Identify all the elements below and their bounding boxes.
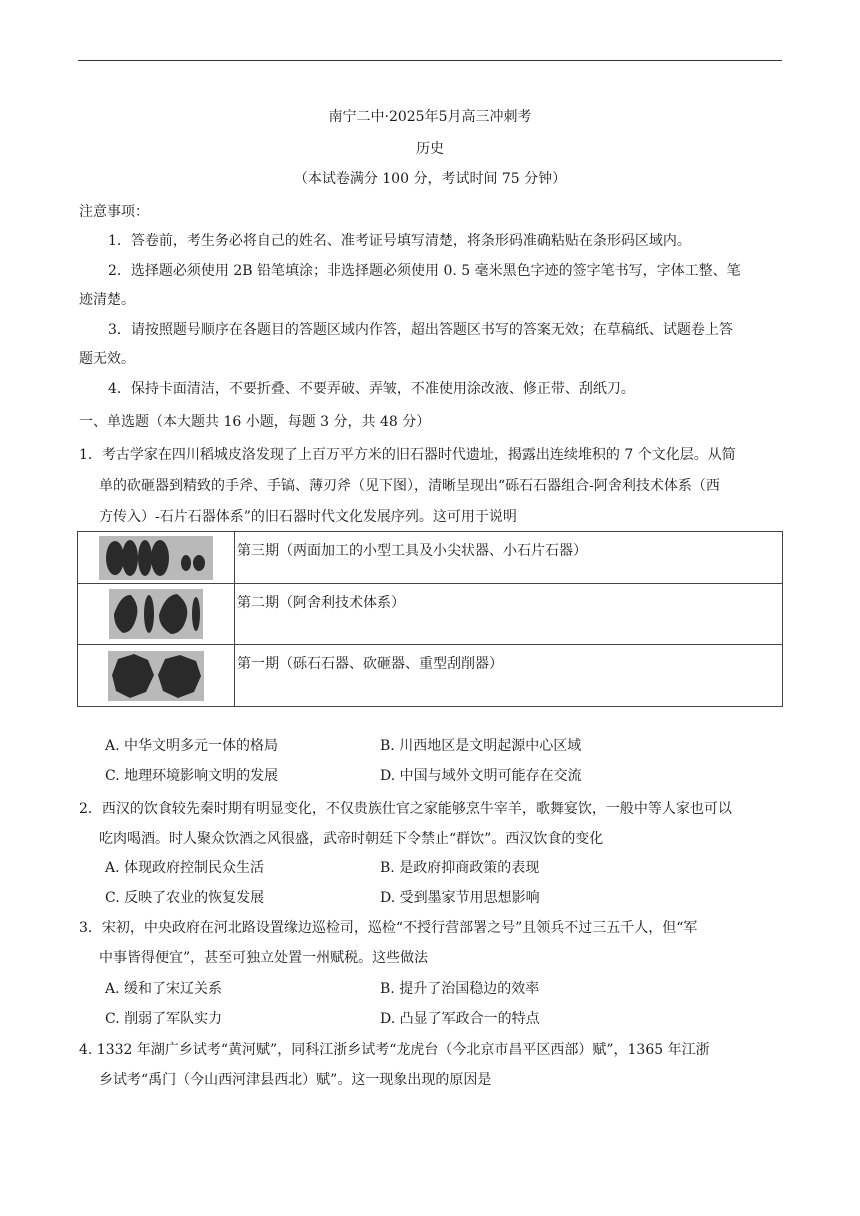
exam-note: （本试卷满分 100 分，考试时间 75 分钟） [293, 171, 567, 187]
q1-line-1: 1．考古学家在四川稻城皮洛发现了上百万平方米的旧石器时代遗址，揭露出连续堆积的 7 个文化层。从简 [79, 447, 736, 463]
header-rule [78, 60, 782, 61]
notice-item-3: 3．请按照题号顺序在各题目的答题区域内作答，超出答题区书写的答案无效；在草稿纸、试题卷上答 [108, 322, 733, 338]
notice-item-2-cont: 迹清楚。 [79, 292, 135, 308]
q4-line-1: 4. 1332 年湖广乡试考“黄河赋”，同科江浙乡试考“龙虎台（今北京市昌平区西部）赋”，1365 年江浙 [79, 1042, 710, 1058]
section-heading: 一、单选题（本大题共 16 小题，每题 3 分，共 48 分） [79, 414, 431, 430]
table-row [78, 584, 783, 645]
q1-line-2: 单的砍砸器到精致的手斧、手镐、薄刃斧（见下图），清晰呈现出“砾石石器组合-阿舍利技术体系（西 [99, 478, 720, 494]
artifact-image-phase-3 [78, 532, 235, 584]
phase-3-label: 第三期（两面加工的小型工具及小尖状器、小石片石器） [235, 532, 783, 584]
phase-2-label: 第二期（阿舍利技术体系） [235, 584, 783, 645]
artifact-image-phase-2 [78, 584, 235, 645]
q1-option-b[interactable]: B. 川西地区是文明起源中心区域 [380, 738, 582, 754]
q2-line-1: 2．西汉的饮食较先秦时期有明显变化，不仅贵族仕官之家能够烹牛宰羊，歌舞宴饮，一般中等人家也可以 [79, 801, 732, 817]
q1-option-d[interactable]: D. 中国与域外文明可能存在交流 [380, 768, 582, 784]
notice-item-2: 2．选择题必须使用 2B 铅笔填涂；非选择题必须使用 0. 5 毫米黑色字迹的签字笔书写，字体工整、笔 [108, 263, 741, 279]
q2-option-b[interactable]: B. 是政府抑商政策的表现 [380, 860, 540, 876]
q3-line-1: 3．宋初，中央政府在河北路设置缘边巡检司，巡检“不授行营部署之号”且领兵不过三五千人，但“军 [79, 920, 698, 936]
exam-title: 南宁二中·2025年5月高三冲刺考 [328, 109, 532, 125]
q2-option-a[interactable]: A. 体现政府控制民众生活 [105, 860, 265, 876]
table-row [78, 532, 783, 584]
q1-line-3: 方传入）-石片石器体系”的旧石器时代文化发展序列。这可用于说明 [99, 509, 517, 525]
stone-tools-image [99, 536, 213, 580]
stone-tools-image [109, 589, 203, 639]
q3-option-b[interactable]: B. 提升了治国稳边的效率 [380, 981, 540, 997]
notice-item-3-cont: 题无效。 [79, 351, 135, 367]
notice-heading: 注意事项： [79, 204, 149, 220]
table-row [78, 645, 783, 707]
q2-option-d[interactable]: D. 受到墨家节用思想影响 [380, 890, 540, 906]
q3-option-c[interactable]: C. 削弱了军队实力 [105, 1011, 223, 1027]
q2-option-c[interactable]: C. 反映了农业的恢复发展 [105, 890, 265, 906]
artifact-table [77, 531, 783, 707]
q1-option-c[interactable]: C. 地理环境影响文明的发展 [105, 768, 279, 784]
q3-line-2: 中事皆得便宜”，甚至可独立处置一州赋税。这些做法 [99, 950, 429, 966]
q1-option-a[interactable]: A. 中华文明多元一体的格局 [105, 738, 279, 754]
artifact-image-phase-1 [78, 645, 235, 707]
stone-tools-image [108, 651, 204, 701]
q2-line-2: 吃肉喝酒。时人聚众饮酒之风很盛，武帝时朝廷下令禁止“群饮”。西汉饮食的变化 [99, 831, 604, 847]
q3-option-a[interactable]: A. 缓和了宋辽关系 [105, 981, 223, 997]
notice-item-4: 4．保持卡面清洁，不要折叠、不要弄破、弄皱，不准使用涂改液、修正带、刮纸刀。 [108, 381, 635, 397]
subject-title: 历史 [416, 141, 444, 157]
q3-option-d[interactable]: D. 凸显了军政合一的特点 [380, 1011, 540, 1027]
notice-item-1: 1．答卷前，考生务必将自己的姓名、准考证号填写清楚，将条形码准确粘贴在条形码区域内。 [108, 233, 691, 249]
phase-1-label: 第一期（砾石石器、砍砸器、重型刮削器） [235, 645, 783, 707]
q4-line-2: 乡试考“禹门（今山西河津县西北）赋”。这一现象出现的原因是 [99, 1072, 492, 1088]
